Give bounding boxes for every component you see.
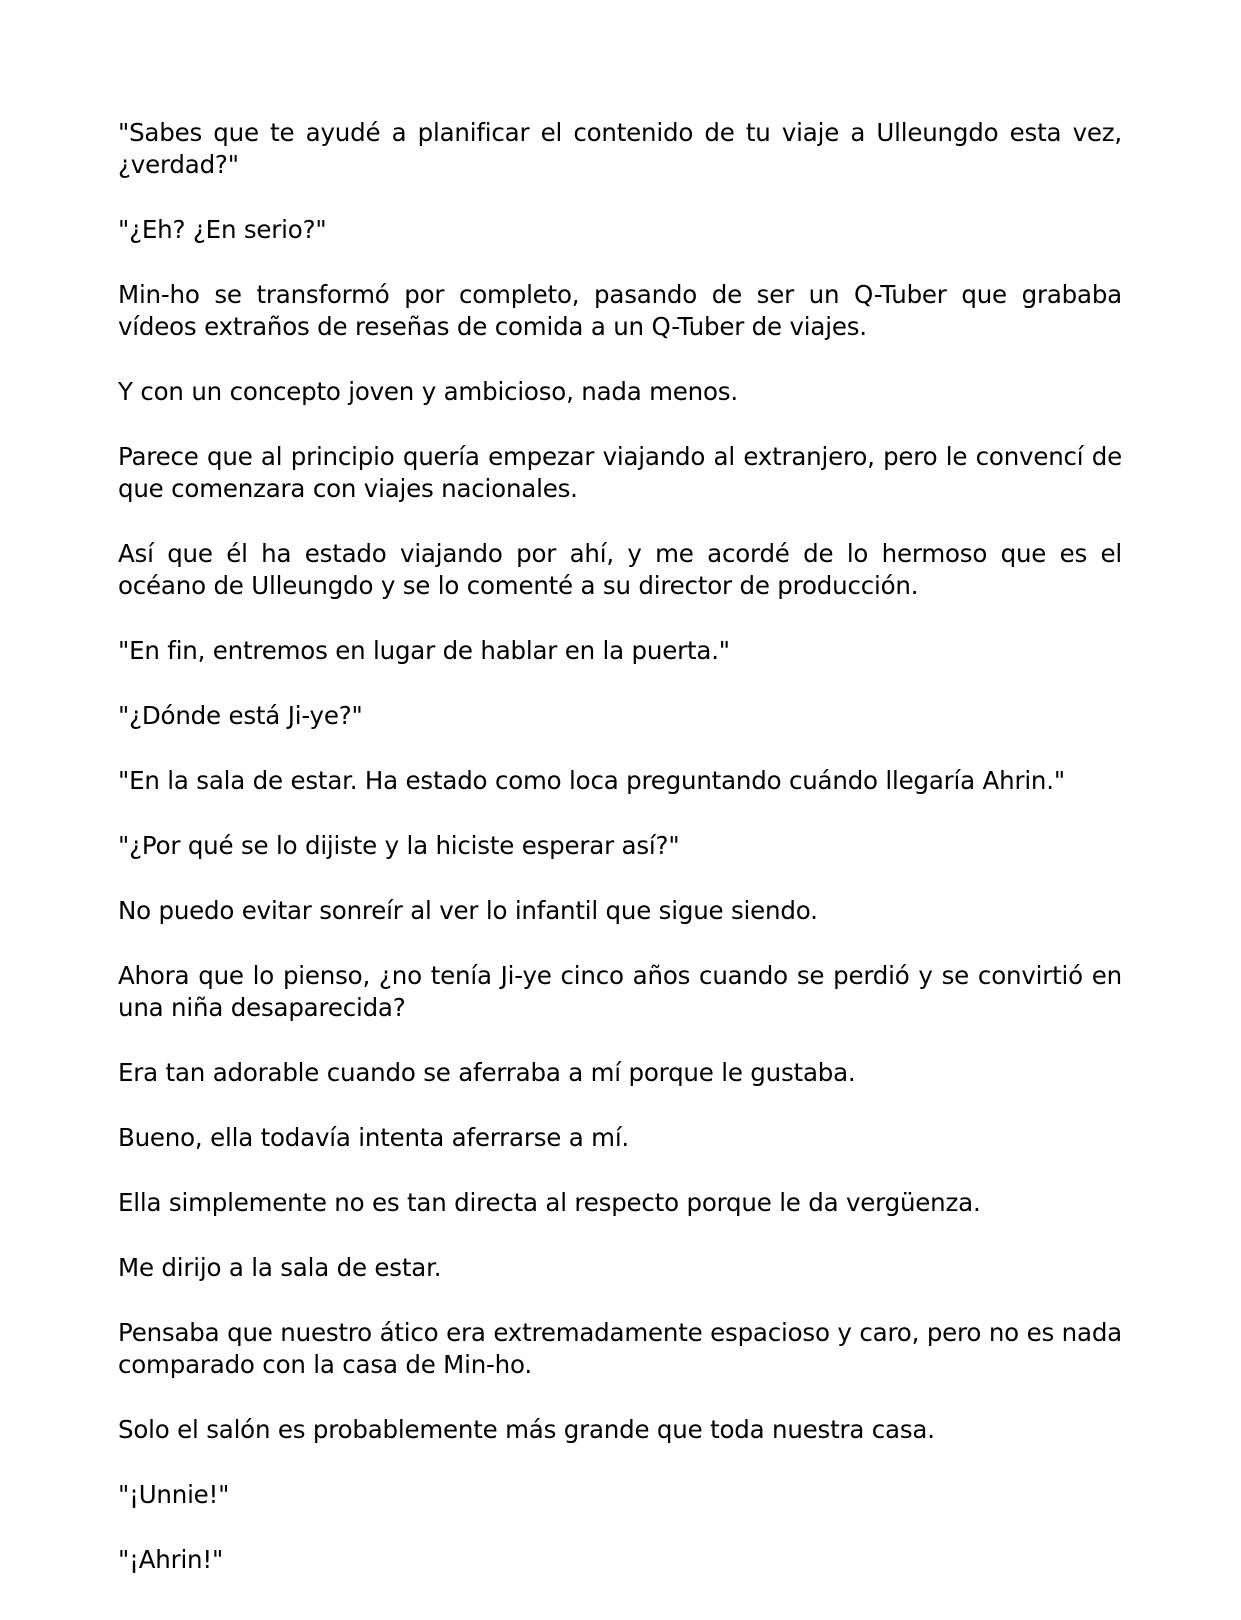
paragraph: Así que él ha estado viajando por ahí, y me acordé de lo hermoso que es el océano de Ulleungdo y se lo comenté a su director de producción. [118,539,1122,600]
paragraph: "En la sala de estar. Ha estado como loca preguntando cuándo llegaría Ahrin." [118,766,1065,795]
paragraph: "Sabes que te ayudé a planificar el contenido de tu viaje a Ulleungdo esta vez, ¿verdad?" [118,118,1122,179]
paragraph: "En fin, entremos en lugar de hablar en la puerta." [118,636,730,665]
paragraph: Ahora que lo pienso, ¿no tenía Ji-ye cinco años cuando se perdió y se convirtió en una niña desaparecida? [118,961,1122,1022]
paragraph: Bueno, ella todavía intenta aferrarse a mí. [118,1123,630,1152]
paragraph: Pensaba que nuestro ático era extremadamente espacioso y caro, pero no es nada comparado con la casa de Min-ho. [118,1318,1122,1379]
paragraph: "¿Dónde está Ji-ye?" [118,701,363,730]
paragraph: Solo el salón es probablemente más grande que toda nuestra casa. [118,1415,935,1444]
body-text [118,117,1122,1609]
paragraph: "¡Unnie!" [118,1480,230,1509]
paragraph: Era tan adorable cuando se aferraba a mí porque le gustaba. [118,1058,856,1087]
paragraph: Ella simplemente no es tan directa al respecto porque le da vergüenza. [118,1188,981,1217]
paragraph: No puedo evitar sonreír al ver lo infantil que sigue siendo. [118,896,818,925]
paragraph: Y con un concepto joven y ambicioso, nada menos. [118,377,738,406]
paragraph: Min-ho se transformó por completo, pasando de ser un Q-Tuber que grababa vídeos extraños de reseñas de comida a un Q-Tuber de viajes. [118,280,1122,341]
paragraph: "¡Ahrin!" [118,1545,224,1574]
paragraph: Me dirijo a la sala de estar. [118,1253,442,1282]
paragraph: Parece que al principio quería empezar viajando al extranjero, pero le convencí de que comenzara con viajes nacionales. [118,442,1122,503]
paragraph: "¿Eh? ¿En serio?" [118,215,327,244]
paragraph: "¿Por qué se lo dijiste y la hiciste esperar así?" [118,831,680,860]
